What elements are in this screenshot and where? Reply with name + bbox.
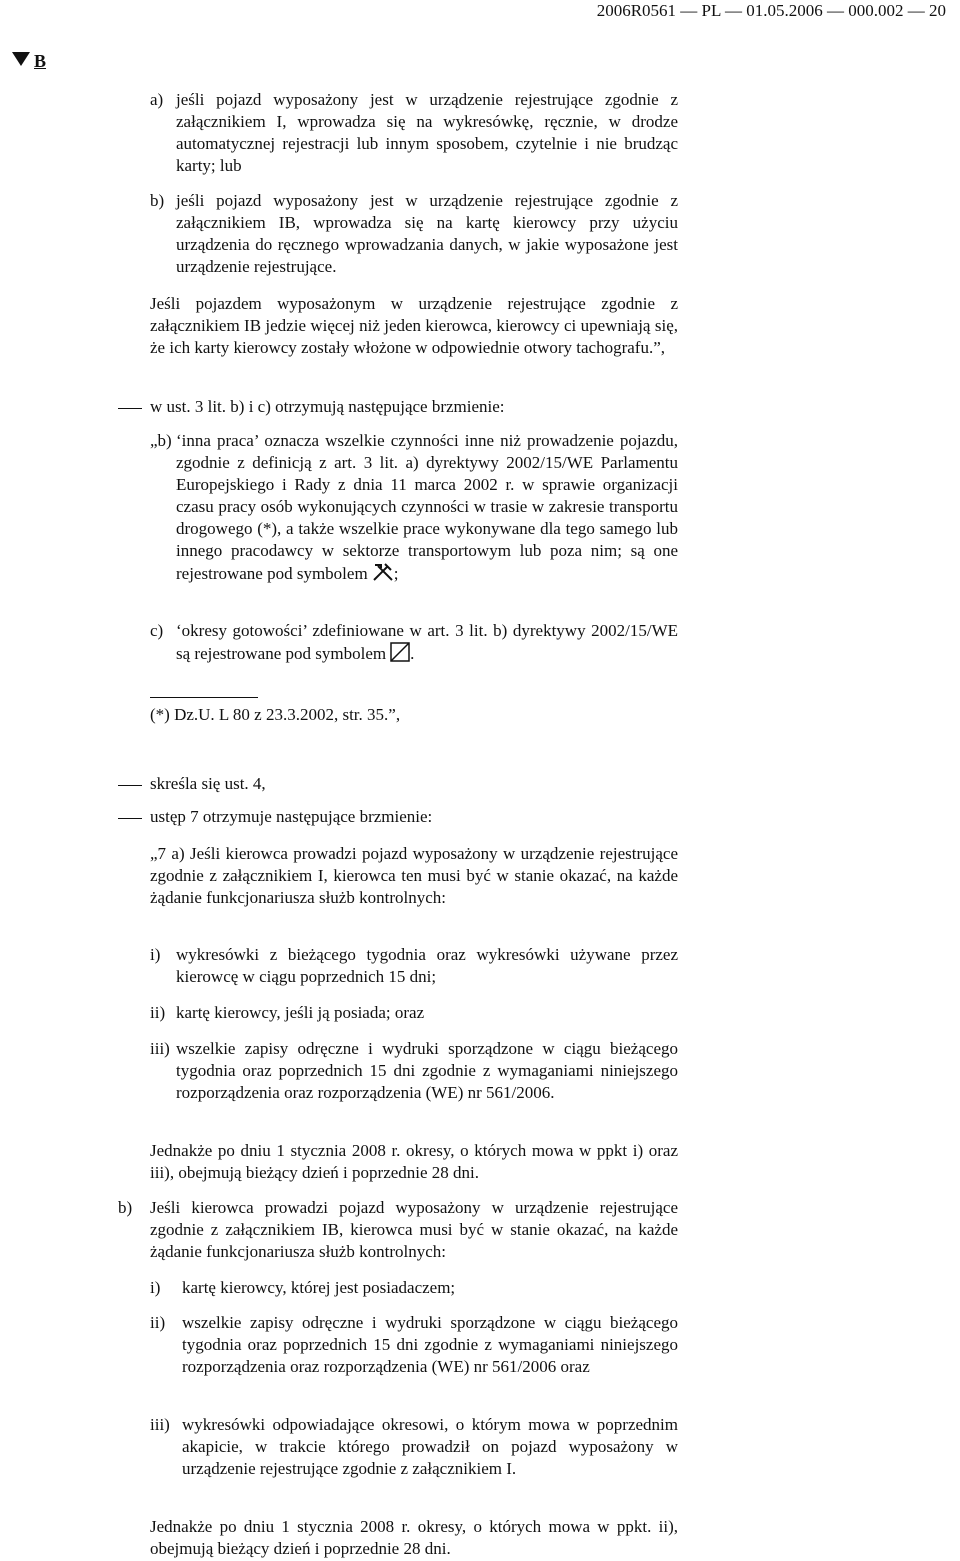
dash-2-text: skreśla się ust. 4, — [150, 774, 266, 793]
a-item-3-text: wszelkie zapisy odręczne i wydruki sporządzone w ciągu bieżącego tygodnia oraz poprzednich 15 dni zgodnie z wymaganiami niniejszego rozporządzenia oraz rozporządzenia (WE) nr 561/2006. — [176, 1039, 678, 1102]
other-work-icon — [372, 562, 394, 582]
b-item-3-text: wykresówki odpowiadające okresowi, o którym mowa w poprzednim akapicie, w trakcie którego prowadził on pojazd wyposażony w urządzenie rejestrujące zgodnie z załącznikiem I. — [182, 1415, 678, 1478]
footnote: (*) Dz.U. L 80 z 23.3.2002, str. 35.”, — [150, 705, 401, 724]
a-note: Jednakże po dniu 1 stycznia 2008 r. okresy, o których mowa w ppkt i) oraz iii), obejmują bieżący dzień i poprzednie 28 dni. — [150, 1141, 678, 1182]
a-item-1-text: wykresówki z bieżącego tygodnia oraz wykresówki używane przez kierowcę w ciągu poprzednich 15 dni; — [176, 945, 678, 986]
item-b-label: b) — [150, 191, 165, 210]
dash-3-text: ustęp 7 otrzymuje następujące brzmienie: — [150, 807, 433, 826]
quoted-c-body: ‘okresy gotowości’ zdefiniowane w art. 3 lit. b) dyrektywy 2002/15/WE są rejestrowane pod symbolem — [176, 621, 678, 663]
quoted-b-text — [176, 430, 678, 585]
a-item-2-text: kartę kierowcy, jeśli ją posiada; oraz — [176, 1003, 425, 1022]
item-a-text: jeśli pojazd wyposażony jest w urządzenie rejestrujące zgodnie z załącznikiem I, wprowadza się na wykresówkę, ręcznie, w drodze automatycznej rejestracji lub innym sposobem, czytelnie i nie brudząc karty; lub — [176, 90, 678, 175]
amendment-marker — [12, 50, 46, 72]
para-7b: Jeśli kierowca prowadzi pojazd wyposażony w urządzenie rejestrujące zgodnie z załącznikiem IB, kierowca musi być w stanie okazać, na każde żądanie funkcjonariusza służb kontrolnych: — [150, 1198, 678, 1261]
triangle-down-icon — [12, 52, 30, 66]
b-note: Jednakże po dniu 1 stycznia 2008 r. okresy, o których mowa w ppkt. ii), obejmują bieżący dzień i poprzednie 28 dni. — [150, 1517, 678, 1558]
quoted-c-label: c) — [150, 621, 164, 640]
a-item-3-label: iii) — [150, 1039, 170, 1058]
multi-driver-paragraph: Jeśli pojazdem wyposażonym w urządzenie rejestrujące zgodnie z załącznikiem IB jedzie więcej niż jeden kierowca, kierowcy ci upewniają się, że ich karty kierowcy zostały włożone w odpowiednie otwory tachografu.”, — [150, 294, 678, 357]
para-7b-label: b) — [118, 1198, 133, 1217]
item-a-label: a) — [150, 90, 164, 109]
dash-1 — [118, 408, 142, 409]
quoted-b-label: „b) — [150, 431, 172, 450]
a-item-2-label: ii) — [150, 1003, 166, 1022]
b-item-3-label: iii) — [150, 1415, 170, 1434]
b-item-2-label: ii) — [150, 1313, 166, 1332]
b-item-1-text: kartę kierowcy, której jest posiadaczem; — [182, 1278, 456, 1297]
dash-2 — [118, 785, 142, 786]
availability-icon — [390, 642, 410, 662]
quoted-b-end: ; — [393, 564, 399, 583]
a-item-1-label: i) — [150, 945, 161, 964]
item-b-text: jeśli pojazd wyposażony jest w urządzenie rejestrujące zgodnie z załącznikiem IB, wprowadza się na kartę kierowcy przy użyciu urządzenia do ręcznego wprowadzania danych, w jakie wyposażone jest urządzenie rejestrujące. — [176, 191, 678, 276]
page-header: 2006R0561 — PL — 01.05.2006 — 000.002 — 20 — [596, 1, 946, 20]
footnote-separator — [150, 697, 258, 698]
marker-label: B — [34, 51, 47, 71]
para-7a: „7 a) Jeśli kierowca prowadzi pojazd wyposażony w urządzenie rejestrujące zgodnie z załącznikiem I, kierowca ten musi być w stanie okazać, na każde żądanie funkcjonariusza służb kontrolnych: — [150, 844, 678, 907]
dash-3 — [118, 818, 142, 819]
b-item-2-text: wszelkie zapisy odręczne i wydruki sporządzone w ciągu bieżącego tygodnia oraz poprzednich 15 dni zgodnie z wymaganiami niniejszego rozporządzenia oraz rozporządzenia (WE) nr 561/2006 oraz — [182, 1313, 678, 1376]
quoted-c-end: . — [410, 644, 415, 663]
quoted-b-body: ‘inna praca’ oznacza wszelkie czynności inne niż prowadzenie pojazdu, zgodnie z definicją z art. 3 lit. a) dyrektywy 2002/15/WE Parlamentu Europejskiego i Rady z dnia 11 marca 2002 r. w sprawie organizacji czasu pracy osób wykonujących czynności w trasie w zakresie transportu drogowego (*), a także wszelkie prace wykonywane dla tego samego lub innego pracodawcy w sektorze transportowym lub poza nim; są one rejestrowane pod symbolem — [176, 431, 678, 583]
quoted-c-text — [176, 620, 678, 665]
b-item-1-label: i) — [150, 1278, 161, 1297]
dash-1-text: w ust. 3 lit. b) i c) otrzymują następujące brzmienie: — [150, 397, 505, 416]
